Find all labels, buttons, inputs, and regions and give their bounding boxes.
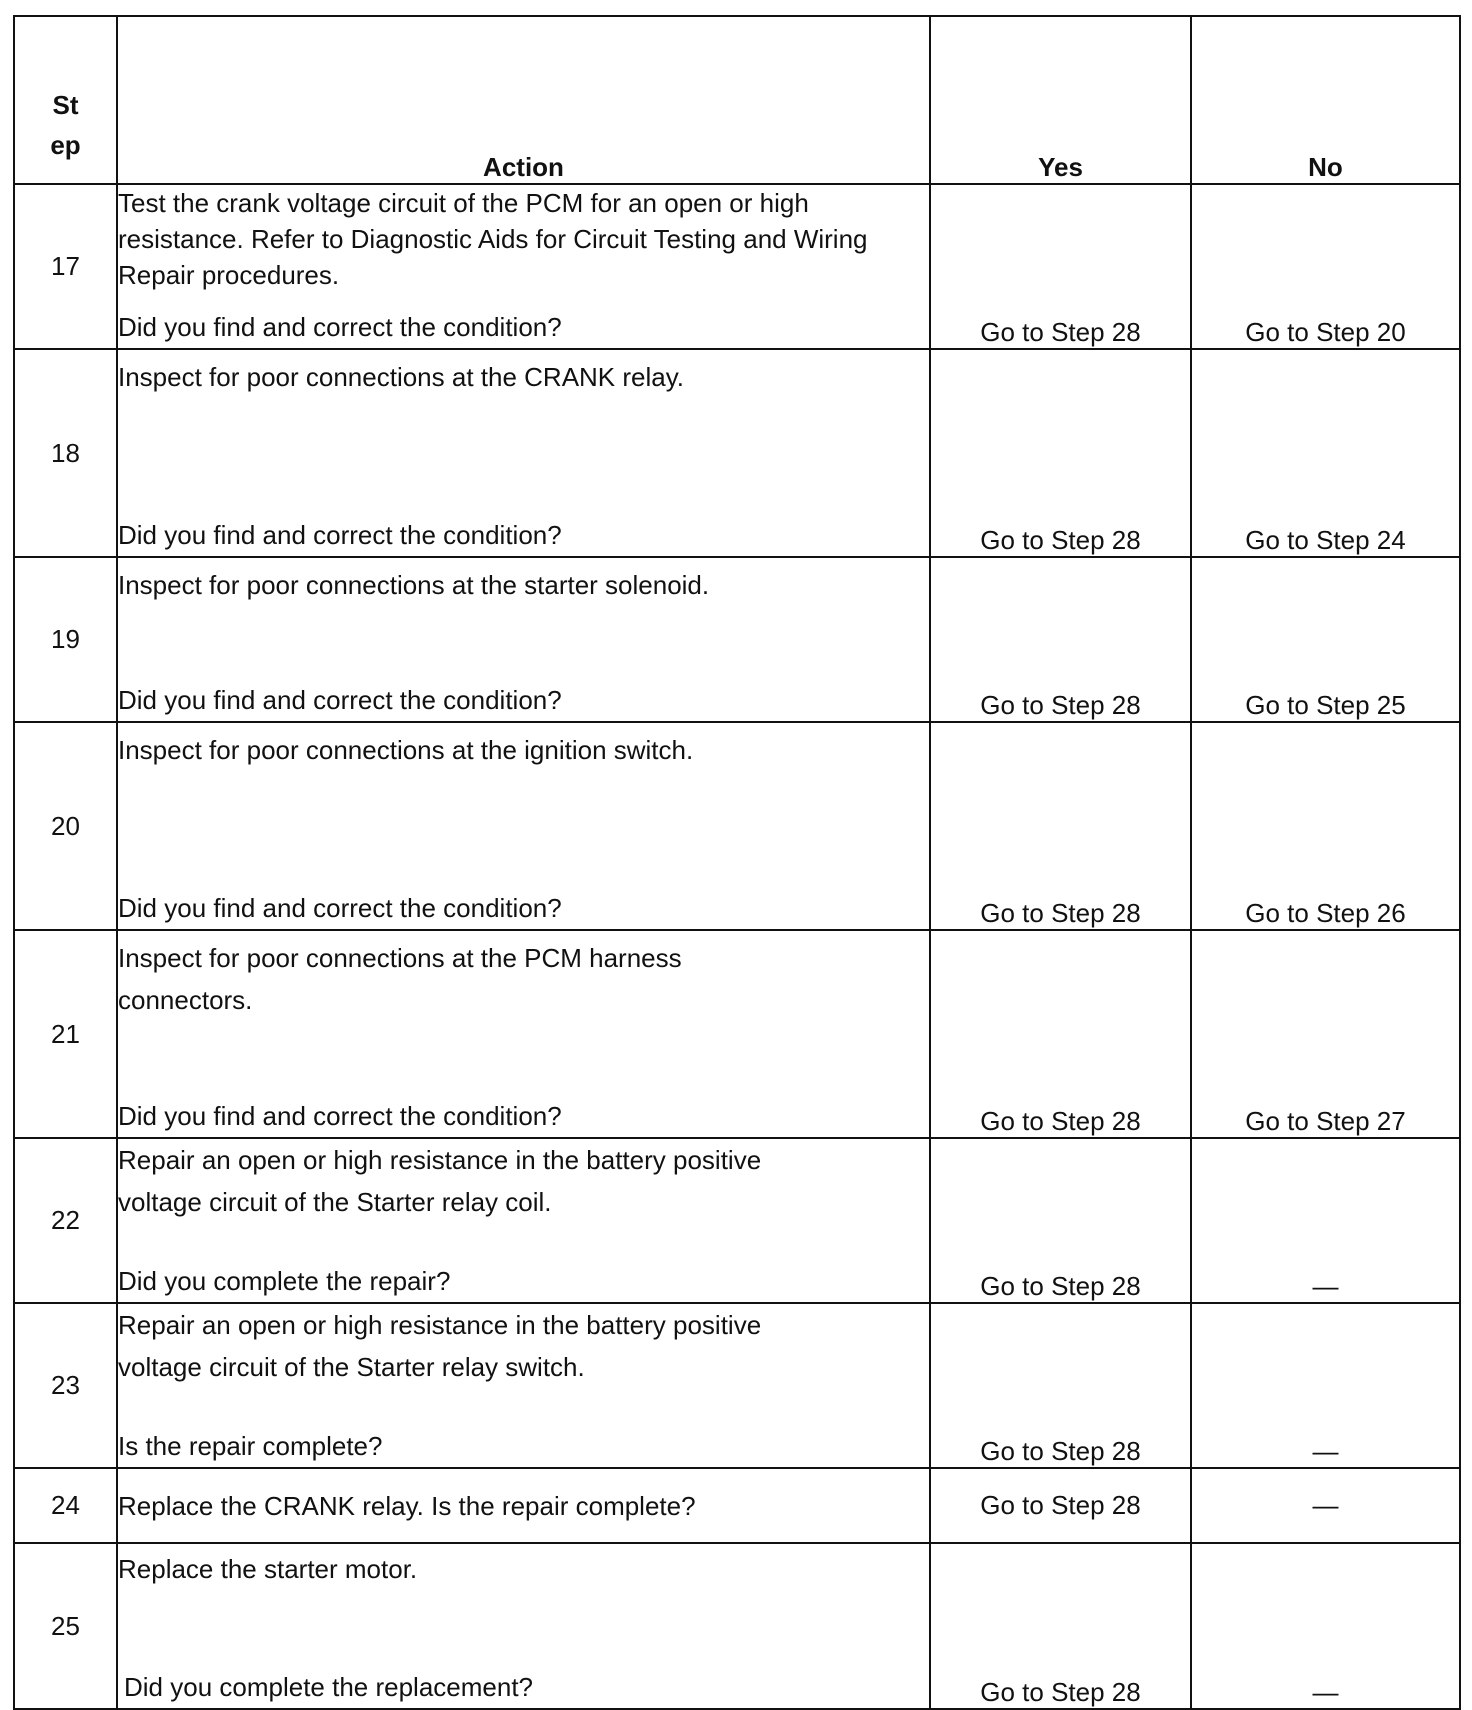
no-cell: Go to Step 27 xyxy=(1191,930,1460,1138)
no-cell: Go to Step 20 xyxy=(1191,184,1460,349)
step-number: 22 xyxy=(14,1138,117,1303)
action-cell xyxy=(117,1543,930,1709)
action-question: Is the repair complete? xyxy=(118,1431,383,1461)
action-cell xyxy=(117,722,930,930)
table-row xyxy=(14,184,1460,349)
action-text: Repair an open or high resistance in the battery positive voltage circuit of the Starter relay switch. xyxy=(118,1310,762,1382)
step-number: 20 xyxy=(14,722,117,930)
table-row xyxy=(14,930,1460,1138)
action-text: Test the crank voltage circuit of the PCM for an open or high resistance. Refer to Diagnostic Aids for Circuit Testing and Wiring Repair procedures. xyxy=(118,188,868,290)
no-cell: — xyxy=(1191,1138,1460,1303)
no-cell: Go to Step 24 xyxy=(1191,349,1460,557)
action-cell xyxy=(117,1303,930,1468)
table-row xyxy=(14,557,1460,722)
action-text: Inspect for poor connections at the starter solenoid. xyxy=(118,570,710,600)
action-text: Inspect for poor connections at the PCM harness connectors. xyxy=(118,943,682,1015)
step-number: 18 xyxy=(14,349,117,557)
yes-cell: Go to Step 28 xyxy=(930,1303,1191,1468)
yes-cell: Go to Step 28 xyxy=(930,1468,1191,1543)
step-number: 23 xyxy=(14,1303,117,1468)
action-cell xyxy=(117,1138,930,1303)
action-question: Did you find and correct the condition? xyxy=(118,893,562,923)
table-header-row xyxy=(14,16,1460,184)
table-row xyxy=(14,1303,1460,1468)
header-step-line1: St xyxy=(52,90,79,120)
step-number: 19 xyxy=(14,557,117,722)
yes-cell: Go to Step 28 xyxy=(930,557,1191,722)
yes-cell: Go to Step 28 xyxy=(930,930,1191,1138)
yes-cell: Go to Step 28 xyxy=(930,1543,1191,1709)
yes-cell: Go to Step 28 xyxy=(930,722,1191,930)
action-question: Did you find and correct the condition? xyxy=(118,1101,562,1131)
no-cell: — xyxy=(1191,1468,1460,1543)
action-cell xyxy=(117,184,930,349)
header-action: Action xyxy=(117,16,930,184)
action-text: Replace the starter motor. xyxy=(118,1554,418,1584)
action-question: Did you complete the repair? xyxy=(118,1266,451,1296)
step-number: 24 xyxy=(14,1468,117,1543)
step-number: 17 xyxy=(14,184,117,349)
step-number: 21 xyxy=(14,930,117,1138)
step-number: 25 xyxy=(14,1543,117,1709)
header-yes: Yes xyxy=(930,16,1191,184)
table-row xyxy=(14,1468,1460,1543)
header-step xyxy=(14,16,117,184)
table-row xyxy=(14,1138,1460,1303)
yes-cell: Go to Step 28 xyxy=(930,1138,1191,1303)
action-question: Did you complete the replacement? xyxy=(124,1672,534,1702)
action-cell xyxy=(117,930,930,1138)
action-question: Did you find and correct the condition? xyxy=(118,685,562,715)
action-text: Repair an open or high resistance in the battery positive voltage circuit of the Starter relay coil. xyxy=(118,1145,762,1217)
yes-cell: Go to Step 28 xyxy=(930,349,1191,557)
action-cell xyxy=(117,1468,930,1543)
no-cell: Go to Step 26 xyxy=(1191,722,1460,930)
action-text: Replace the CRANK relay. Is the repair complete? xyxy=(118,1490,696,1521)
action-question: Did you find and correct the condition? xyxy=(118,520,562,550)
header-step-line2: ep xyxy=(50,130,81,160)
table-row xyxy=(14,1543,1460,1709)
no-cell: — xyxy=(1191,1303,1460,1468)
action-question: Did you find and correct the condition? xyxy=(118,312,562,342)
no-cell: Go to Step 25 xyxy=(1191,557,1460,722)
no-cell: — xyxy=(1191,1543,1460,1709)
diagnostic-table xyxy=(13,15,1461,1710)
action-cell xyxy=(117,349,930,557)
action-text: Inspect for poor connections at the ignition switch. xyxy=(118,735,694,765)
action-cell xyxy=(117,557,930,722)
yes-cell: Go to Step 28 xyxy=(930,184,1191,349)
action-text: Inspect for poor connections at the CRANK relay. xyxy=(118,362,685,392)
table-row xyxy=(14,722,1460,930)
header-no: No xyxy=(1191,16,1460,184)
table-row xyxy=(14,349,1460,557)
